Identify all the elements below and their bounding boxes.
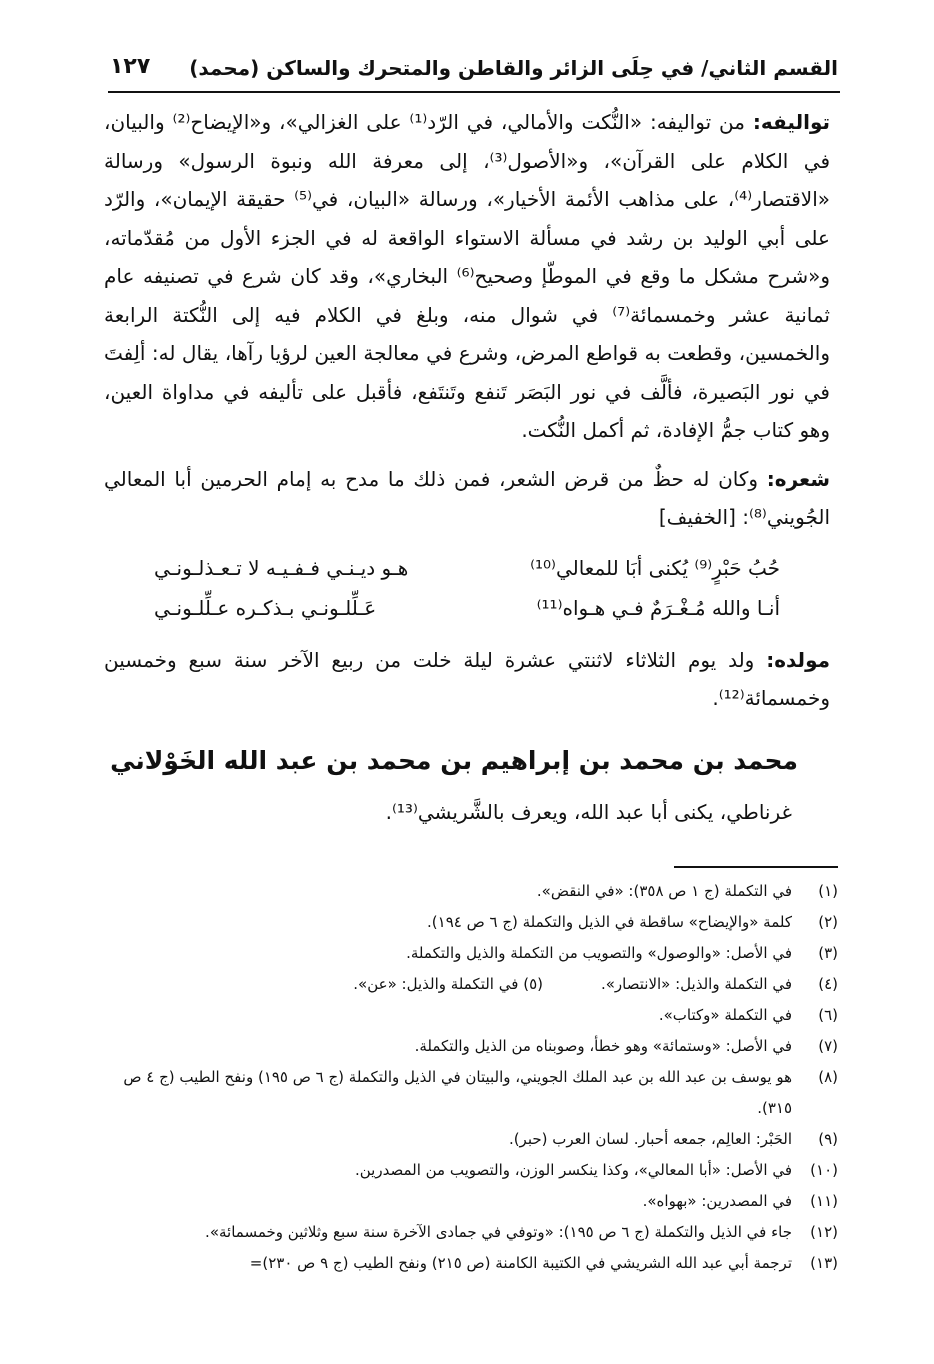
footnote-number: (٧) (818, 1037, 838, 1055)
footnote (102, 1217, 838, 1248)
paragraph-works (104, 103, 830, 450)
footnote-text: في التكملة والذيل: «الانتصار». (600, 975, 792, 993)
paragraph-birth (104, 641, 830, 718)
footnote-text: الحَبْر: العالِم، جمعه أحبار. لسان العرب (حبر). (508, 1130, 792, 1148)
footnote-text: جاء في الذيل والتكملة (ج ٦ ص ١٩٥): «وتوفي في جمادى الآخرة سنة سبع وثلاثين وخمسمائة». (205, 1223, 792, 1241)
verse-first-hemistich: حُبُ حَبْرٍ⁽⁹⁾ يُكنى أبَا للمعالي⁽¹⁰⁾ (530, 555, 780, 580)
footnote-number: (٢) (818, 913, 838, 931)
verse-first-hemistich: أنـا والله مُـغْـرَمٌ فـي هـواه⁽¹¹⁾ (536, 595, 780, 620)
footnote-text: ترجمة أبي عبد الله الشريشي في الكتيبة الكامنة (ص ٢١٥) ونفح الطيب (ج ٩ ص ٢٣٠)= (249, 1254, 792, 1272)
footnote (102, 1062, 838, 1124)
poetry-text: وكان له حظٌ من قرض الشعر، فمن ذلك ما مدح به إمام الحرمين أبا المعالي الجُويني⁽⁸⁾: [الخفيف] (104, 466, 830, 529)
footnote-number: (٥) (523, 975, 543, 993)
footnote-rule (674, 866, 838, 868)
footnote (102, 1124, 838, 1155)
footnote-number: (١٣) (810, 1254, 838, 1272)
footnote-number: (٦) (818, 1006, 838, 1024)
footnote-text: في الأصل: «والوصول» والتصويب من التكملة والذيل والتكملة. (406, 944, 792, 962)
main-text (104, 103, 830, 728)
works-text: من تواليفه: «النُّكت والأمالي، في الرّد⁽¹⁾ على الغزالي»، و«الإيضاح⁽²⁾ والبيان، في الكلام على القرآن»، و«الأصول⁽³⁾، إلى معرفة الله ونبوة الرسول» ورسالة «الاقتصار⁽⁴⁾، على مذاهب الأئمة الأخيار»، ورسالة «البيان، في⁽⁵⁾ حقيقة الإيمان»، والرّد على أبي الوليد بن رشد في مسألة الاستواء الواقعة له في الجزء الأول من مُقدّماته، و«شرح مشكل ما وقع في الموطّإ وصحيح⁽⁶⁾ البخاري»، وقد كان شرع في تصنيفه عام ثمانية عشر وخمسمائة⁽⁷⁾ في شوال منه، وبلغ في الكلام فيه إلى النُّكتة الرابعة والخمسين، وقطعت به قواطع المرض، وشرع في معالجة العين لرؤيا رآها، يقال له: ألِفتَ في نور البَصيرة، فألَّف في نور البَصَر تَنفع وتَنتَفع، فأقبل على تأليفه في مداواة العين، وهو كتاب جمُّ الإفادة، ثم أكمل النُّكت. (104, 110, 831, 442)
footnote-text: في الأصل: «أبا المعالي»، وكذا ينكسر الوزن، والتصويب من المصدرين. (354, 1161, 792, 1179)
footnote-number: (٩) (818, 1130, 838, 1148)
poetry-lead: شعره: (766, 466, 830, 491)
footnote (102, 1248, 838, 1279)
paragraph-poetry (104, 460, 830, 537)
footnote-number: (١٠) (810, 1161, 838, 1179)
footnote (102, 938, 838, 969)
works-lead: تواليفه: (752, 110, 830, 134)
verse-second-hemistich: هـو ديـنـي فـفـيـه لا تـعـذلـونـي (154, 555, 409, 580)
birth-text: ولد يوم الثلاثاء لاثنتي عشرة ليلة خلت من ربيع الآخر سنة سبع وخمسين وخمسمائة⁽¹²⁾. (104, 647, 830, 710)
footnote (102, 1279, 838, 1310)
header-rule (108, 91, 840, 93)
verse-second-hemistich: عَـلِّلـونـي بـذكـره عـلِّلـونـي (154, 595, 377, 620)
poem (104, 547, 830, 633)
page-header (110, 52, 838, 92)
page-number: ١٢٧ (110, 54, 151, 79)
footnotes (102, 876, 838, 1310)
footnote-number: (١١) (810, 1192, 838, 1210)
running-title: القسم الثاني/ في حِلَى الزائر والقاطن والمتحرك والساكن (محمد) (189, 56, 838, 80)
footnote (102, 1155, 838, 1186)
biography-heading: محمد بن محمد بن إبراهيم بن محمد بن عبد الله الخَوْلاني (110, 746, 798, 775)
verse-line (104, 589, 830, 629)
footnote (102, 1186, 838, 1217)
footnote (102, 907, 838, 938)
footnote-text: في الأصل: «وستمائة» وهو خطأ، وصوبناه من الذيل والتكملة. (414, 1037, 792, 1055)
footnote-text: في التكملة «وكتاب». (658, 1006, 792, 1024)
footnote-text: في التكملة (ج ١ ص ٣٥٨): «في النقض». (536, 882, 792, 900)
verse-line (104, 549, 830, 589)
footnote (102, 969, 838, 1000)
footnote (102, 1000, 838, 1031)
footnote-text: كلمة «والإيضاح» ساقطة في الذيل والتكملة (ج ٦ ص ١٩٤). (427, 913, 792, 931)
footnote-text: في المصدرين: «بهواه». (642, 1192, 792, 1210)
footnote-number: (١٢) (810, 1223, 838, 1241)
footnote (102, 1031, 838, 1062)
footnote-number: (٣) (818, 944, 838, 962)
biography-intro: غرناطي، يكنى أبا عبد الله، ويعرف بالشَّريشي⁽¹³⁾. (385, 800, 792, 824)
footnote-text: هو يوسف بن عبد الله بن عبد الملك الجويني، والبيتان في الذيل والتكملة (ج ٦ ص ١٩٥) ونفح الطيب (ج ٤ ص ٣١٥). (123, 1068, 792, 1117)
footnote-number: (٤) (818, 975, 838, 993)
footnote-text: في التكملة والذيل: «عن». (353, 975, 519, 993)
footnote (102, 876, 838, 907)
birth-lead: مولده: (766, 647, 830, 672)
footnote-number: (٨) (818, 1068, 838, 1086)
footnote-number: (١) (818, 882, 838, 900)
